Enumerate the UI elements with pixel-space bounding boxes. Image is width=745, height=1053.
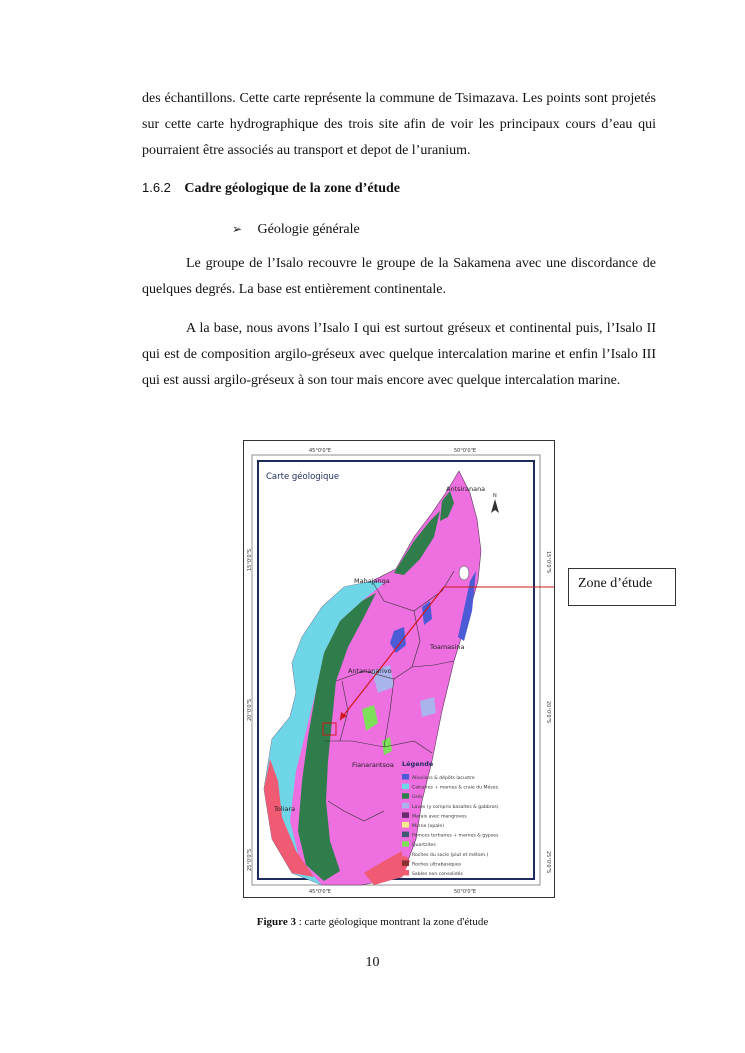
city-antsiranana: Antsiranana	[446, 485, 486, 493]
city-antananarivo: Antananarivo	[348, 667, 392, 675]
legend-swatch	[402, 832, 409, 838]
city-fianarantsoa: Fianarantsoa	[352, 761, 394, 769]
coord-bottom-left: 45°0'0"E	[309, 889, 332, 895]
paragraph-isalo-base: A la base, nous avons l’Isalo I qui est surtout gréseux et continental puis, l’Isalo II qui est de composition argilo-gréseux avec quelque intercalation marine et enfin l’Isalo III qui est aussi argilo-gréseux à son tour mais encore avec quelque intercalation marine.	[142, 321, 656, 388]
figure-caption-text: : carte géologique montrant la zone d'étude	[295, 916, 489, 928]
legend-swatch	[402, 822, 409, 828]
legend-label: Marne (opale)	[412, 824, 445, 829]
legend-label: Quartzites	[412, 843, 436, 849]
city-mahajanga: Mahajanga	[354, 577, 390, 585]
legend-swatch	[402, 841, 409, 847]
study-zone-callout: Zone d’étude	[568, 568, 676, 606]
legend-label: Grés	[412, 795, 423, 801]
geological-map	[244, 441, 554, 897]
coord-right-3: 25°0'0"S	[545, 851, 551, 874]
legend-swatch	[402, 860, 409, 866]
city-toamasina: Toamasina	[430, 643, 465, 651]
coord-left-2: 20°0'0"S	[247, 698, 253, 721]
coord-left-3: 25°0'0"S	[247, 848, 253, 871]
city-toliara: Toliara	[274, 805, 296, 813]
coord-top-right: 50°0'0"E	[454, 448, 477, 454]
page-number: 10	[365, 955, 380, 970]
legend-swatch	[402, 793, 409, 799]
coord-right-2: 20°0'0"S	[545, 701, 551, 724]
legend-label: Alluvions & dépôts lacustre	[412, 776, 475, 781]
figure-caption	[0, 916, 745, 928]
paragraph-isalo-group: Le groupe de l’Isalo recouvre le groupe de la Sakamena avec une discordance de quelques degrés. La base est entièrement continentale.	[142, 256, 656, 297]
legend-swatch	[402, 803, 409, 809]
coord-right-1: 15°0'0"S	[545, 551, 551, 574]
legend-swatch	[402, 812, 409, 818]
bullet-text: Géologie générale	[257, 222, 360, 237]
arrow-bullet-icon: ➢	[232, 222, 243, 236]
legend-label: Pomces tertiaires + marnes & gypses	[412, 833, 499, 839]
svg-text:N: N	[493, 493, 497, 499]
section-number: 1.6.2	[142, 180, 171, 195]
legend-swatch	[402, 784, 409, 790]
legend-label: Roches du socle (plut et métam.)	[412, 852, 489, 858]
legend-label: Sables non consolidés	[412, 872, 463, 877]
legend-swatch	[402, 870, 409, 876]
legend-swatch	[402, 774, 409, 780]
geological-map-figure	[243, 440, 555, 898]
coord-bottom-right: 50°0'0"E	[454, 889, 477, 895]
figure-label: Figure 3	[256, 916, 296, 928]
legend-label: Calcaires + marnes & craie du Mésoz.	[412, 785, 500, 791]
section-title: Cadre géologique de la zone d’étude	[184, 181, 400, 196]
legend-title: Légende	[402, 760, 434, 768]
paragraph-intro: des échantillons. Cette carte représente la commune de Tsimazava. Les points sont projetés sur cette carte hydrographique des trois site afin de voir les principaux cours d’eau qui pourraient être associés au transport et depot de l’uranium.	[142, 91, 656, 158]
coord-left-1: 15°0'0"S	[247, 548, 253, 571]
section-heading	[142, 180, 400, 197]
legend-swatch	[402, 851, 409, 857]
legend-label: Roches ultrabasiques	[412, 862, 462, 868]
legend-label: Marais avec mangroves	[412, 814, 467, 820]
map-title: Carte géologique	[266, 472, 340, 482]
coord-top-left: 45°0'0"E	[309, 448, 332, 454]
bullet-item	[232, 222, 360, 238]
legend-label: Laves (y compris basaltes & gabbros)	[412, 804, 499, 810]
